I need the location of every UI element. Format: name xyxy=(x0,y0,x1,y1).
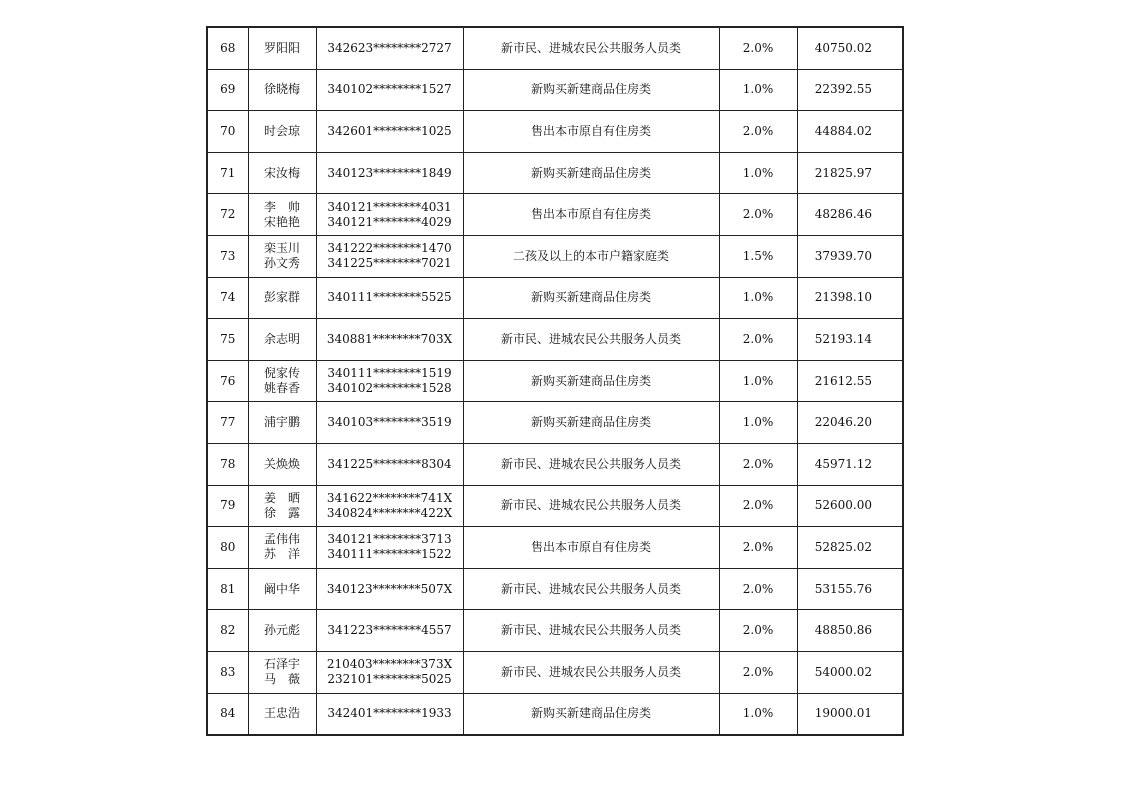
subsidy-rate: 1.0% xyxy=(742,373,774,388)
category-cell xyxy=(463,485,719,527)
category-cell xyxy=(463,235,719,277)
applicant-name: 倪家传 xyxy=(263,366,300,381)
applicant-name: 栾玉川 xyxy=(263,241,300,256)
subsidy-rate: 1.0% xyxy=(742,82,774,97)
id-number: 340103********3519 xyxy=(327,415,452,430)
row-number-cell xyxy=(207,443,248,485)
category-text: 二孩及以上的本市户籍家庭类 xyxy=(512,248,669,263)
amount-cell xyxy=(797,235,903,277)
row-number: 83 xyxy=(220,664,236,679)
id-number-cell xyxy=(316,402,463,444)
name-cell xyxy=(248,443,316,485)
category-text: 新购买新建商品住房类 xyxy=(530,373,651,388)
name-cell xyxy=(248,693,316,735)
rate-cell xyxy=(719,152,797,194)
subsidy-amount: 48286.46 xyxy=(814,207,872,222)
applicant-name: 苏 洋 xyxy=(263,547,300,562)
category-text: 新购买新建商品住房类 xyxy=(530,415,651,430)
row-number: 79 xyxy=(220,498,236,513)
subsidy-amount: 22046.20 xyxy=(814,415,872,430)
id-number: 342623********2727 xyxy=(327,40,452,55)
category-cell xyxy=(463,152,719,194)
id-number: 340123********1849 xyxy=(327,165,452,180)
amount-cell xyxy=(797,111,903,153)
rate-cell xyxy=(719,568,797,610)
row-number-cell xyxy=(207,27,248,69)
id-number: 340881********703X xyxy=(326,331,453,346)
id-number: 341622********741X xyxy=(326,490,453,505)
id-number: 341225********8304 xyxy=(327,456,452,471)
id-number: 342601********1025 xyxy=(327,123,452,138)
subsidy-amount: 22392.55 xyxy=(814,82,872,97)
id-number-cell xyxy=(316,319,463,361)
amount-cell xyxy=(797,319,903,361)
category-cell xyxy=(463,568,719,610)
amount-cell xyxy=(797,610,903,652)
category-text: 新市民、进城农民公共服务人员类 xyxy=(500,581,681,596)
id-number-cell xyxy=(316,152,463,194)
row-number: 84 xyxy=(220,706,236,721)
rate-cell xyxy=(719,651,797,693)
row-number-cell xyxy=(207,194,248,236)
row-number-cell xyxy=(207,277,248,319)
amount-cell xyxy=(797,693,903,735)
category-cell xyxy=(463,319,719,361)
id-number: 340123********507X xyxy=(326,581,453,596)
category-cell xyxy=(463,402,719,444)
subsidy-rate: 2.0% xyxy=(742,456,774,471)
applicant-name: 孙文秀 xyxy=(263,256,300,271)
name-cell xyxy=(248,527,316,569)
subsidy-amount: 40750.02 xyxy=(814,40,872,55)
table-row xyxy=(207,235,903,277)
rate-cell xyxy=(719,610,797,652)
row-number-cell xyxy=(207,319,248,361)
category-text: 新市民、进城农民公共服务人员类 xyxy=(500,664,681,679)
id-number-cell xyxy=(316,610,463,652)
table-row xyxy=(207,443,903,485)
rate-cell xyxy=(719,360,797,402)
subsidy-rate: 1.0% xyxy=(742,415,774,430)
table-row xyxy=(207,194,903,236)
subsidy-rate: 2.0% xyxy=(742,539,774,554)
subsidy-rate: 1.0% xyxy=(742,706,774,721)
table-row xyxy=(207,152,903,194)
category-text: 售出本市原自有住房类 xyxy=(530,539,651,554)
row-number: 72 xyxy=(220,207,236,222)
category-text: 新购买新建商品住房类 xyxy=(530,290,651,305)
category-cell xyxy=(463,194,719,236)
amount-cell xyxy=(797,152,903,194)
subsidy-amount: 21612.55 xyxy=(814,373,872,388)
row-number: 70 xyxy=(220,123,236,138)
rate-cell xyxy=(719,27,797,69)
row-number: 73 xyxy=(220,248,236,263)
id-number-cell xyxy=(316,235,463,277)
applicant-name: 时会琼 xyxy=(263,123,300,138)
applicant-name: 姜 晒 xyxy=(263,490,300,505)
name-cell xyxy=(248,568,316,610)
category-cell xyxy=(463,69,719,111)
row-number-cell xyxy=(207,527,248,569)
row-number-cell xyxy=(207,152,248,194)
id-number-cell xyxy=(316,194,463,236)
applicant-name: 浦宇鹏 xyxy=(263,415,300,430)
category-text: 售出本市原自有住房类 xyxy=(530,123,651,138)
subsidy-rate: 2.0% xyxy=(742,498,774,513)
subsidy-rate: 2.0% xyxy=(742,40,774,55)
applicant-name: 李 帅 xyxy=(263,199,300,214)
rate-cell xyxy=(719,443,797,485)
applicant-name: 关焕焕 xyxy=(263,456,300,471)
amount-cell xyxy=(797,194,903,236)
row-number: 80 xyxy=(220,539,236,554)
subsidy-amount: 19000.01 xyxy=(814,706,872,721)
amount-cell xyxy=(797,568,903,610)
row-number-cell xyxy=(207,69,248,111)
id-number: 342401********1933 xyxy=(327,706,452,721)
id-number-cell xyxy=(316,69,463,111)
rate-cell xyxy=(719,111,797,153)
category-cell xyxy=(463,360,719,402)
row-number: 76 xyxy=(220,373,236,388)
amount-cell xyxy=(797,27,903,69)
row-number-cell xyxy=(207,610,248,652)
rate-cell xyxy=(719,402,797,444)
subsidy-amount: 52825.02 xyxy=(814,539,872,554)
table-row xyxy=(207,319,903,361)
applicant-name: 姚春香 xyxy=(263,381,300,396)
id-number-cell xyxy=(316,651,463,693)
id-number: 340111********1522 xyxy=(327,547,452,562)
row-number-cell xyxy=(207,235,248,277)
name-cell xyxy=(248,402,316,444)
subsidy-amount: 52600.00 xyxy=(814,498,872,513)
applicant-name: 宋汝梅 xyxy=(263,165,300,180)
name-cell xyxy=(248,277,316,319)
category-text: 新购买新建商品住房类 xyxy=(530,82,651,97)
row-number-cell xyxy=(207,485,248,527)
subsidy-amount: 48850.86 xyxy=(814,623,872,638)
row-number-cell xyxy=(207,651,248,693)
subsidy-amount: 45971.12 xyxy=(814,456,872,471)
applicant-name: 孟伟伟 xyxy=(263,532,300,547)
subsidy-rate: 2.0% xyxy=(742,581,774,596)
name-cell xyxy=(248,319,316,361)
category-cell xyxy=(463,527,719,569)
table-row xyxy=(207,360,903,402)
table-row xyxy=(207,27,903,69)
id-number-cell xyxy=(316,27,463,69)
table-row xyxy=(207,402,903,444)
category-text: 售出本市原自有住房类 xyxy=(530,207,651,222)
id-number-cell xyxy=(316,485,463,527)
category-text: 新市民、进城农民公共服务人员类 xyxy=(500,498,681,513)
id-number: 340102********1528 xyxy=(327,381,452,396)
row-number-cell xyxy=(207,360,248,402)
rate-cell xyxy=(719,235,797,277)
subsidy-rate: 1.0% xyxy=(742,290,774,305)
amount-cell xyxy=(797,277,903,319)
rate-cell xyxy=(719,69,797,111)
amount-cell xyxy=(797,651,903,693)
category-text: 新市民、进城农民公共服务人员类 xyxy=(500,331,681,346)
category-cell xyxy=(463,277,719,319)
subsidy-rate: 2.0% xyxy=(742,623,774,638)
applicant-name: 宋艳艳 xyxy=(263,214,300,229)
id-number-cell xyxy=(316,527,463,569)
id-number-cell xyxy=(316,568,463,610)
applicant-name: 阚中华 xyxy=(263,581,300,596)
rate-cell xyxy=(719,319,797,361)
category-cell xyxy=(463,111,719,153)
table-row xyxy=(207,527,903,569)
id-number: 340121********3713 xyxy=(327,532,452,547)
id-number-cell xyxy=(316,360,463,402)
id-number: 210403********373X xyxy=(326,657,453,672)
rate-cell xyxy=(719,485,797,527)
row-number: 78 xyxy=(220,456,236,471)
name-cell xyxy=(248,69,316,111)
row-number: 81 xyxy=(220,581,236,596)
category-text: 新市民、进城农民公共服务人员类 xyxy=(500,456,681,471)
category-text: 新市民、进城农民公共服务人员类 xyxy=(500,623,681,638)
table-row xyxy=(207,69,903,111)
applicant-name: 徐晓梅 xyxy=(263,82,300,97)
amount-cell xyxy=(797,402,903,444)
row-number: 82 xyxy=(220,623,236,638)
category-text: 新市民、进城农民公共服务人员类 xyxy=(500,40,681,55)
category-text: 新购买新建商品住房类 xyxy=(530,706,651,721)
subsidy-rate: 1.5% xyxy=(742,248,774,263)
row-number: 74 xyxy=(220,290,236,305)
category-text: 新购买新建商品住房类 xyxy=(530,165,651,180)
subsidy-amount: 54000.02 xyxy=(814,664,872,679)
id-number: 340121********4031 xyxy=(327,199,452,214)
name-cell xyxy=(248,651,316,693)
id-number: 340121********4029 xyxy=(327,214,452,229)
subsidy-rate: 1.0% xyxy=(742,165,774,180)
row-number-cell xyxy=(207,693,248,735)
applicant-name: 王忠浩 xyxy=(263,706,300,721)
row-number: 68 xyxy=(220,40,236,55)
applicant-name: 罗阳阳 xyxy=(263,40,300,55)
id-number: 340111********1519 xyxy=(327,366,452,381)
category-cell xyxy=(463,651,719,693)
category-cell xyxy=(463,610,719,652)
id-number-cell xyxy=(316,693,463,735)
category-cell xyxy=(463,693,719,735)
subsidy-rate: 2.0% xyxy=(742,664,774,679)
category-cell xyxy=(463,443,719,485)
rate-cell xyxy=(719,527,797,569)
table-row xyxy=(207,277,903,319)
applicant-name: 石泽宇 xyxy=(263,657,300,672)
id-number-cell xyxy=(316,277,463,319)
rate-cell xyxy=(719,277,797,319)
amount-cell xyxy=(797,443,903,485)
name-cell xyxy=(248,235,316,277)
row-number-cell xyxy=(207,111,248,153)
name-cell xyxy=(248,27,316,69)
row-number: 77 xyxy=(220,415,236,430)
table-row xyxy=(207,693,903,735)
name-cell xyxy=(248,194,316,236)
row-number: 75 xyxy=(220,331,236,346)
table-row xyxy=(207,111,903,153)
applicant-name: 孙元彪 xyxy=(263,623,300,638)
subsidy-table xyxy=(206,26,904,736)
name-cell xyxy=(248,111,316,153)
subsidy-rate: 2.0% xyxy=(742,331,774,346)
name-cell xyxy=(248,610,316,652)
id-number-cell xyxy=(316,111,463,153)
applicant-name: 马 薇 xyxy=(263,672,300,687)
rate-cell xyxy=(719,693,797,735)
table-row xyxy=(207,568,903,610)
id-number: 341223********4557 xyxy=(327,623,452,638)
row-number: 71 xyxy=(220,165,236,180)
table-body xyxy=(207,27,903,735)
subsidy-amount: 37939.70 xyxy=(814,248,872,263)
row-number-cell xyxy=(207,568,248,610)
table-row xyxy=(207,485,903,527)
subsidy-amount: 44884.02 xyxy=(814,123,872,138)
name-cell xyxy=(248,485,316,527)
id-number: 340824********422X xyxy=(326,505,453,520)
subsidy-amount: 52193.14 xyxy=(814,331,872,346)
name-cell xyxy=(248,152,316,194)
amount-cell xyxy=(797,69,903,111)
applicant-name: 余志明 xyxy=(263,331,300,346)
subsidy-rate: 2.0% xyxy=(742,123,774,138)
id-number: 340111********5525 xyxy=(327,290,452,305)
subsidy-amount: 53155.76 xyxy=(814,581,872,596)
rate-cell xyxy=(719,194,797,236)
id-number: 232101********5025 xyxy=(327,672,452,687)
applicant-name: 徐 露 xyxy=(263,505,300,520)
id-number: 341225********7021 xyxy=(327,256,452,271)
subsidy-amount: 21398.10 xyxy=(814,290,872,305)
name-cell xyxy=(248,360,316,402)
amount-cell xyxy=(797,485,903,527)
category-cell xyxy=(463,27,719,69)
table-row xyxy=(207,610,903,652)
row-number: 69 xyxy=(220,82,236,97)
id-number: 340102********1527 xyxy=(327,82,452,97)
id-number: 341222********1470 xyxy=(327,241,452,256)
subsidy-amount: 21825.97 xyxy=(814,165,872,180)
applicant-name: 彭家群 xyxy=(263,290,300,305)
subsidy-rate: 2.0% xyxy=(742,207,774,222)
amount-cell xyxy=(797,360,903,402)
amount-cell xyxy=(797,527,903,569)
id-number-cell xyxy=(316,443,463,485)
row-number-cell xyxy=(207,402,248,444)
table-row xyxy=(207,651,903,693)
